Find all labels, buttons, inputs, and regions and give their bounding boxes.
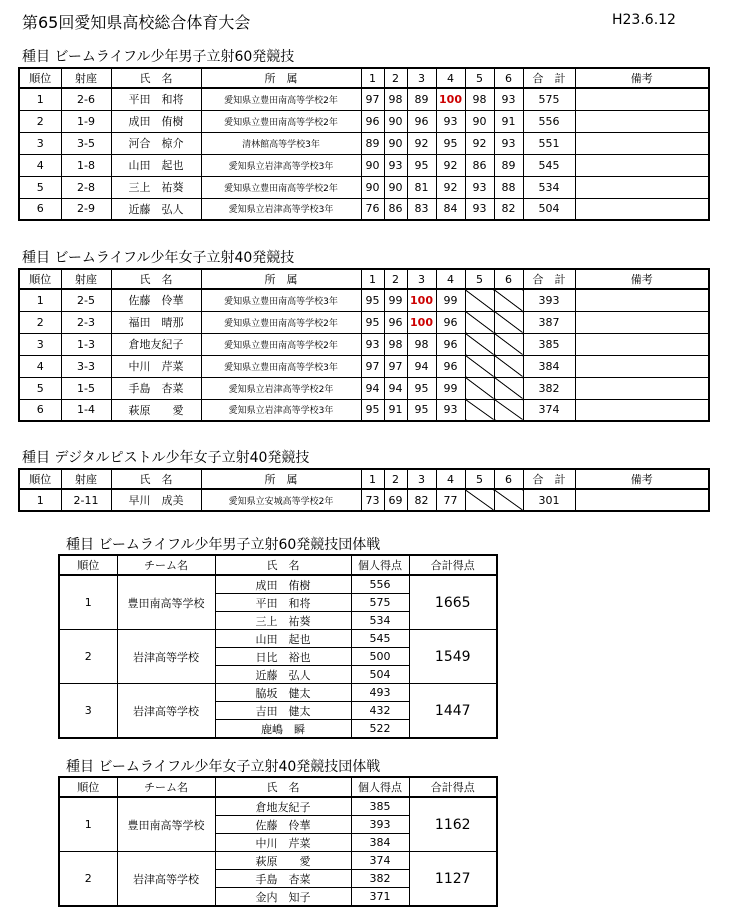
- total-cell: 551: [523, 132, 575, 154]
- column-header: 6: [494, 469, 523, 489]
- member-name-cell: 倉地友紀子: [215, 797, 351, 816]
- note-cell: [575, 132, 709, 154]
- score-cell: 96: [384, 311, 407, 333]
- name-cell: 三上 祐葵: [111, 176, 201, 198]
- empty-score-cell: [494, 289, 523, 311]
- score-cell: 95: [407, 377, 436, 399]
- score-cell: 91: [494, 110, 523, 132]
- score-cell: 89: [361, 132, 384, 154]
- empty-score-cell: [465, 399, 494, 421]
- school-cell: 愛知県立豊田南高等学校2年: [201, 110, 361, 132]
- note-cell: [575, 489, 709, 511]
- column-header: 射座: [61, 469, 111, 489]
- score-cell: 100: [407, 289, 436, 311]
- member-score-cell: 384: [351, 834, 409, 852]
- table-row: [19, 132, 709, 154]
- member-score-cell: 500: [351, 648, 409, 666]
- team-name-cell: 岩津高等学校: [117, 684, 215, 739]
- column-header: 順位: [59, 777, 117, 797]
- header-row: [19, 68, 709, 88]
- score-cell: 90: [384, 176, 407, 198]
- member-score-cell: 575: [351, 594, 409, 612]
- table-row: [19, 355, 709, 377]
- member-score-cell: 393: [351, 816, 409, 834]
- team-member-row: [59, 630, 497, 648]
- document-title: 第65回愛知県高校総合体育大会: [22, 13, 251, 32]
- member-score-cell: 493: [351, 684, 409, 702]
- score-cell: 96: [436, 333, 465, 355]
- table-row: [19, 176, 709, 198]
- score-cell: 97: [361, 355, 384, 377]
- table-row: [19, 311, 709, 333]
- team-rank-cell: 1: [59, 797, 117, 852]
- score-cell: 89: [494, 154, 523, 176]
- note-cell: [575, 289, 709, 311]
- column-header: 1: [361, 269, 384, 289]
- rank-cell: 1: [19, 289, 61, 311]
- score-cell: 93: [465, 176, 494, 198]
- column-header: 5: [465, 68, 494, 88]
- column-header: 1: [361, 68, 384, 88]
- lane-cell: 1-5: [61, 377, 111, 399]
- score-cell: 97: [384, 355, 407, 377]
- column-header: 氏 名: [111, 68, 201, 88]
- note-cell: [575, 333, 709, 355]
- empty-score-cell: [465, 377, 494, 399]
- score-cell: 90: [384, 132, 407, 154]
- school-cell: 愛知県立岩津高等学校3年: [201, 399, 361, 421]
- team-member-row: [59, 852, 497, 870]
- results-table: [18, 468, 710, 512]
- score-cell: 92: [407, 132, 436, 154]
- team-rank-cell: 1: [59, 575, 117, 630]
- name-cell: 福田 晴那: [111, 311, 201, 333]
- empty-score-cell: [465, 355, 494, 377]
- section-title: 種目 デジタルピストル少年女子立射40発競技: [22, 450, 310, 466]
- score-cell: 73: [361, 489, 384, 511]
- team-name-cell: 岩津高等学校: [117, 630, 215, 684]
- score-cell: 95: [361, 311, 384, 333]
- column-header: 氏 名: [111, 269, 201, 289]
- rank-cell: 1: [19, 88, 61, 110]
- score-cell: 100: [436, 88, 465, 110]
- team-total-cell: 1549: [409, 630, 497, 684]
- lane-cell: 1-4: [61, 399, 111, 421]
- column-header: 6: [494, 269, 523, 289]
- name-cell: 河合 椋介: [111, 132, 201, 154]
- table-row: [19, 198, 709, 220]
- member-name-cell: 脇坂 健太: [215, 684, 351, 702]
- table-row: [19, 377, 709, 399]
- school-cell: 愛知県立岩津高等学校2年: [201, 377, 361, 399]
- name-cell: 山田 起也: [111, 154, 201, 176]
- total-cell: 545: [523, 154, 575, 176]
- results-table: [18, 268, 710, 422]
- name-cell: 中川 芹菜: [111, 355, 201, 377]
- column-header: 4: [436, 469, 465, 489]
- lane-cell: 2-9: [61, 198, 111, 220]
- note-cell: [575, 311, 709, 333]
- score-cell: 95: [407, 154, 436, 176]
- column-header: チーム名: [117, 777, 215, 797]
- total-cell: 382: [523, 377, 575, 399]
- empty-score-cell: [465, 489, 494, 511]
- score-cell: 94: [384, 377, 407, 399]
- column-header: 氏 名: [215, 777, 351, 797]
- member-name-cell: 近藤 弘人: [215, 666, 351, 684]
- lane-cell: 3-5: [61, 132, 111, 154]
- member-name-cell: 日比 裕也: [215, 648, 351, 666]
- member-score-cell: 374: [351, 852, 409, 870]
- empty-score-cell: [494, 489, 523, 511]
- empty-score-cell: [494, 355, 523, 377]
- school-cell: 愛知県立岩津高等学校3年: [201, 198, 361, 220]
- score-cell: 88: [494, 176, 523, 198]
- column-header: 氏 名: [111, 469, 201, 489]
- rank-cell: 2: [19, 311, 61, 333]
- score-cell: 90: [361, 154, 384, 176]
- header-row: [19, 469, 709, 489]
- team-rank-cell: 2: [59, 852, 117, 907]
- score-cell: 99: [436, 377, 465, 399]
- team-name-cell: 豊田南高等学校: [117, 575, 215, 630]
- team-total-cell: 1127: [409, 852, 497, 907]
- school-cell: 愛知県立豊田南高等学校2年: [201, 333, 361, 355]
- empty-score-cell: [465, 311, 494, 333]
- score-cell: 81: [407, 176, 436, 198]
- team-total-cell: 1162: [409, 797, 497, 852]
- member-name-cell: 佐藤 伶華: [215, 816, 351, 834]
- note-cell: [575, 399, 709, 421]
- member-score-cell: 545: [351, 630, 409, 648]
- score-cell: 90: [361, 176, 384, 198]
- lane-cell: 1-8: [61, 154, 111, 176]
- score-cell: 93: [436, 399, 465, 421]
- score-cell: 92: [436, 176, 465, 198]
- score-cell: 91: [384, 399, 407, 421]
- column-header: チーム名: [117, 555, 215, 575]
- total-cell: 301: [523, 489, 575, 511]
- score-cell: 100: [407, 311, 436, 333]
- team-results-table: [58, 554, 498, 739]
- team-rank-cell: 3: [59, 684, 117, 739]
- table-row: [19, 110, 709, 132]
- score-cell: 96: [436, 311, 465, 333]
- member-score-cell: 534: [351, 612, 409, 630]
- member-score-cell: 556: [351, 575, 409, 594]
- column-header: 射座: [61, 68, 111, 88]
- score-cell: 90: [465, 110, 494, 132]
- column-header: 4: [436, 269, 465, 289]
- lane-cell: 2-11: [61, 489, 111, 511]
- note-cell: [575, 154, 709, 176]
- score-cell: 98: [384, 333, 407, 355]
- score-cell: 95: [436, 132, 465, 154]
- score-cell: 93: [465, 198, 494, 220]
- member-score-cell: 504: [351, 666, 409, 684]
- lane-cell: 1-3: [61, 333, 111, 355]
- score-cell: 82: [407, 489, 436, 511]
- member-name-cell: 三上 祐葵: [215, 612, 351, 630]
- column-header: 1: [361, 469, 384, 489]
- total-cell: 534: [523, 176, 575, 198]
- member-name-cell: 山田 起也: [215, 630, 351, 648]
- team-name-cell: 豊田南高等学校: [117, 797, 215, 852]
- team-results-table: [58, 776, 498, 907]
- team-member-row: [59, 684, 497, 702]
- empty-score-cell: [465, 333, 494, 355]
- member-score-cell: 382: [351, 870, 409, 888]
- score-cell: 69: [384, 489, 407, 511]
- score-cell: 84: [436, 198, 465, 220]
- score-cell: 83: [407, 198, 436, 220]
- table-row: [19, 489, 709, 511]
- empty-score-cell: [494, 399, 523, 421]
- rank-cell: 3: [19, 132, 61, 154]
- column-header: 2: [384, 68, 407, 88]
- member-name-cell: 手島 杏菜: [215, 870, 351, 888]
- total-cell: 575: [523, 88, 575, 110]
- score-cell: 86: [384, 198, 407, 220]
- results-table: [18, 67, 710, 221]
- lane-cell: 2-3: [61, 311, 111, 333]
- member-name-cell: 萩原 愛: [215, 852, 351, 870]
- team-member-row: [59, 575, 497, 594]
- member-name-cell: 鹿嶋 瞬: [215, 720, 351, 739]
- column-header: 5: [465, 469, 494, 489]
- team-total-cell: 1665: [409, 575, 497, 630]
- member-name-cell: 平田 和将: [215, 594, 351, 612]
- column-header: 所 属: [201, 269, 361, 289]
- column-header: 順位: [19, 469, 61, 489]
- score-cell: 82: [494, 198, 523, 220]
- team-section-title: 種目 ビームライフル少年男子立射60発競技団体戦: [66, 537, 381, 553]
- score-cell: 90: [384, 110, 407, 132]
- table-row: [19, 154, 709, 176]
- score-cell: 93: [494, 88, 523, 110]
- name-cell: 早川 成美: [111, 489, 201, 511]
- member-score-cell: 522: [351, 720, 409, 739]
- column-header: 備考: [575, 469, 709, 489]
- score-cell: 97: [361, 88, 384, 110]
- note-cell: [575, 176, 709, 198]
- note-cell: [575, 88, 709, 110]
- empty-score-cell: [494, 333, 523, 355]
- total-cell: 556: [523, 110, 575, 132]
- score-cell: 95: [361, 289, 384, 311]
- school-cell: 清林館高等学校3年: [201, 132, 361, 154]
- column-header: 2: [384, 469, 407, 489]
- name-cell: 倉地友紀子: [111, 333, 201, 355]
- score-cell: 96: [361, 110, 384, 132]
- school-cell: 愛知県立安城高等学校2年: [201, 489, 361, 511]
- score-cell: 93: [436, 110, 465, 132]
- name-cell: 手島 杏菜: [111, 377, 201, 399]
- name-cell: 近藤 弘人: [111, 198, 201, 220]
- lane-cell: 1-9: [61, 110, 111, 132]
- column-header: 合 計: [523, 68, 575, 88]
- member-name-cell: 金内 知子: [215, 888, 351, 907]
- total-cell: 393: [523, 289, 575, 311]
- document-date: H23.6.12: [612, 12, 676, 28]
- school-cell: 愛知県立岩津高等学校3年: [201, 154, 361, 176]
- table-row: [19, 289, 709, 311]
- note-cell: [575, 355, 709, 377]
- name-cell: 平田 和将: [111, 88, 201, 110]
- member-score-cell: 432: [351, 702, 409, 720]
- team-rank-cell: 2: [59, 630, 117, 684]
- table-row: [19, 333, 709, 355]
- score-cell: 98: [407, 333, 436, 355]
- score-cell: 92: [465, 132, 494, 154]
- note-cell: [575, 110, 709, 132]
- column-header: 3: [407, 68, 436, 88]
- empty-score-cell: [465, 289, 494, 311]
- rank-cell: 6: [19, 198, 61, 220]
- score-cell: 95: [361, 399, 384, 421]
- school-cell: 愛知県立豊田南高等学校2年: [201, 176, 361, 198]
- rank-cell: 6: [19, 399, 61, 421]
- total-cell: 374: [523, 399, 575, 421]
- column-header: 4: [436, 68, 465, 88]
- table-row: [19, 399, 709, 421]
- column-header: 順位: [19, 269, 61, 289]
- name-cell: 佐藤 伶華: [111, 289, 201, 311]
- score-cell: 92: [436, 154, 465, 176]
- score-cell: 96: [407, 110, 436, 132]
- score-cell: 98: [465, 88, 494, 110]
- lane-cell: 3-3: [61, 355, 111, 377]
- section-title: 種目 ビームライフル少年女子立射40発競技: [22, 250, 295, 266]
- total-cell: 387: [523, 311, 575, 333]
- team-total-cell: 1447: [409, 684, 497, 739]
- header-row: [59, 777, 497, 797]
- column-header: 順位: [59, 555, 117, 575]
- lane-cell: 2-5: [61, 289, 111, 311]
- rank-cell: 3: [19, 333, 61, 355]
- empty-score-cell: [494, 311, 523, 333]
- column-header: 射座: [61, 269, 111, 289]
- rank-cell: 4: [19, 355, 61, 377]
- column-header: 所 属: [201, 68, 361, 88]
- column-header: 備考: [575, 269, 709, 289]
- column-header: 3: [407, 269, 436, 289]
- score-cell: 95: [407, 399, 436, 421]
- member-name-cell: 成田 侑樹: [215, 575, 351, 594]
- column-header: 5: [465, 269, 494, 289]
- score-cell: 76: [361, 198, 384, 220]
- member-score-cell: 385: [351, 797, 409, 816]
- score-cell: 96: [436, 355, 465, 377]
- score-cell: 93: [384, 154, 407, 176]
- rank-cell: 4: [19, 154, 61, 176]
- rank-cell: 5: [19, 377, 61, 399]
- score-cell: 99: [436, 289, 465, 311]
- column-header: 3: [407, 469, 436, 489]
- team-section-title: 種目 ビームライフル少年女子立射40発競技団体戦: [66, 759, 381, 775]
- column-header: 合計得点: [409, 777, 497, 797]
- column-header: 2: [384, 269, 407, 289]
- name-cell: 成田 侑樹: [111, 110, 201, 132]
- school-cell: 愛知県立豊田南高等学校3年: [201, 355, 361, 377]
- score-cell: 99: [384, 289, 407, 311]
- total-cell: 384: [523, 355, 575, 377]
- rank-cell: 1: [19, 489, 61, 511]
- school-cell: 愛知県立豊田南高等学校2年: [201, 311, 361, 333]
- note-cell: [575, 377, 709, 399]
- column-header: 個人得点: [351, 555, 409, 575]
- header-row: [19, 269, 709, 289]
- column-header: 合 計: [523, 269, 575, 289]
- score-cell: 93: [361, 333, 384, 355]
- score-cell: 98: [384, 88, 407, 110]
- name-cell: 萩原 愛: [111, 399, 201, 421]
- total-cell: 385: [523, 333, 575, 355]
- score-cell: 89: [407, 88, 436, 110]
- column-header: 順位: [19, 68, 61, 88]
- school-cell: 愛知県立豊田南高等学校3年: [201, 289, 361, 311]
- score-cell: 86: [465, 154, 494, 176]
- column-header: 6: [494, 68, 523, 88]
- member-name-cell: 中川 芹菜: [215, 834, 351, 852]
- rank-cell: 2: [19, 110, 61, 132]
- column-header: 合 計: [523, 469, 575, 489]
- school-cell: 愛知県立豊田南高等学校2年: [201, 88, 361, 110]
- rank-cell: 5: [19, 176, 61, 198]
- score-cell: 77: [436, 489, 465, 511]
- column-header: 所 属: [201, 469, 361, 489]
- column-header: 氏 名: [215, 555, 351, 575]
- table-row: [19, 88, 709, 110]
- score-cell: 94: [407, 355, 436, 377]
- total-cell: 504: [523, 198, 575, 220]
- column-header: 個人得点: [351, 777, 409, 797]
- team-member-row: [59, 797, 497, 816]
- column-header: 備考: [575, 68, 709, 88]
- lane-cell: 2-8: [61, 176, 111, 198]
- header-row: [59, 555, 497, 575]
- note-cell: [575, 198, 709, 220]
- column-header: 合計得点: [409, 555, 497, 575]
- member-score-cell: 371: [351, 888, 409, 907]
- score-cell: 94: [361, 377, 384, 399]
- score-cell: 93: [494, 132, 523, 154]
- member-name-cell: 吉田 健太: [215, 702, 351, 720]
- empty-score-cell: [494, 377, 523, 399]
- lane-cell: 2-6: [61, 88, 111, 110]
- team-name-cell: 岩津高等学校: [117, 852, 215, 907]
- section-title: 種目 ビームライフル少年男子立射60発競技: [22, 49, 295, 65]
